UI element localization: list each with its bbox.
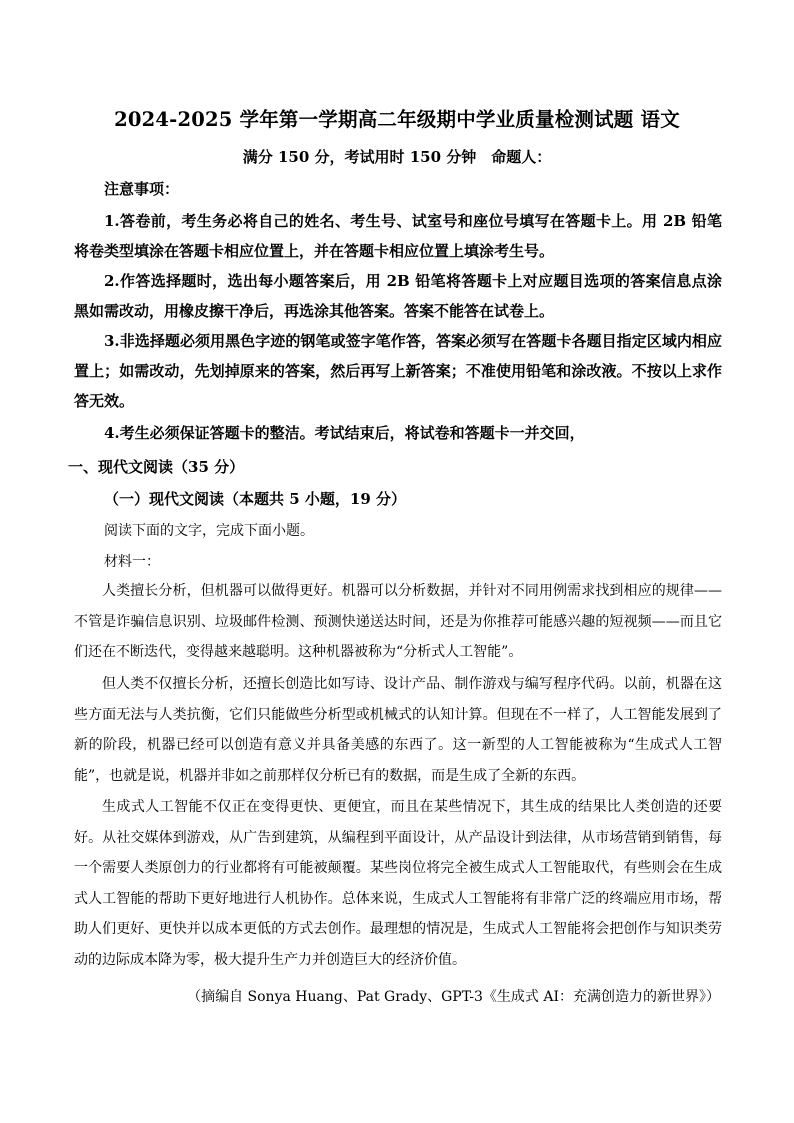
notice-heading: 注意事项：: [104, 180, 180, 198]
page-title: 2024-2025 学年第一学期高二年级期中学业质量检测试题 语文: [114, 108, 680, 131]
reading-instruction: 阅读下面的文字，完成下面小题。: [104, 523, 314, 539]
notice-item: 2.作答选择题时，选出每小题答案后，用 2B 铅笔将答题卡上对应题目选项的答案信息点涂黑如需改动，用橡皮擦干净后，再选涂其他答案。答案不能答在试卷上。: [74, 272, 722, 320]
subsection-heading: （一）现代文阅读（本题共 5 小题，19 分）: [104, 490, 406, 508]
material-paragraph: 人类擅长分析，但机器可以做得更好。机器可以分析数据，并针对不同用例需求找到相应的规律——不管是诈骗信息识别、垃圾邮件检测、预测快递送达时间，还是为你推荐可能感兴趣的短视频——而且它们还在不断迭代，变得越来越聪明。这种机器被称为“分析式人工智能”。: [74, 583, 722, 660]
notice-item: 1.答卷前，考生务必将自己的姓名、考生号、试室号和座位号填写在答题卡上。用 2B 铅笔将卷类型填涂在答题卡相应位置上，并在答题卡相应位置上填涂考生号。: [74, 212, 722, 260]
material-paragraph: 但人类不仅擅长分析，还擅长创造比如写诗、设计产品、制作游戏与编写程序代码。以前，机器在这些方面无法与人类抗衡，它们只能做些分析型或机械式的认知计算。但现在不一样了，人工智能发展到了新的阶段，机器已经可以创造有意义并具备美感的东西了。这一新型的人工智能被称为“生成式人工智能”，也就是说，机器并非如之前那样仅分析已有的数据，而是生成了全新的东西。: [74, 676, 722, 784]
section-heading: 一、现代文阅读（35 分）: [68, 458, 245, 476]
source-citation: （摘编自 Sonya Huang、Pat Grady、GPT-3《生成式 AI：充满创造力的新世界》）: [187, 989, 720, 1005]
notice-item: 4.考生必须保证答题卡的整洁。考试结束后，将试卷和答题卡一并交回，: [104, 424, 585, 442]
notice-item: 3.非选择题必须用黑色字迹的钢笔或签字笔作答，答案必须写在答题卡各题目指定区域内相应置上；如需改动，先划掉原来的答案，然后再写上新答案；不准使用铅笔和涂改液。不按以上求作答无效。: [74, 332, 722, 410]
material-label: 材料一：: [104, 554, 160, 570]
exam-info: 满分 150 分，考试用时 150 分钟 命题人：: [242, 148, 552, 166]
material-paragraph: 生成式人工智能不仅正在变得更快、更便宜，而且在某些情况下，其生成的结果比人类创造的还要好。从社交媒体到游戏，从广告到建筑，从编程到平面设计，从产品设计到法律，从市场营销到销售，每一个需要人类原创力的行业都将有可能被颠覆。某些岗位将完全被生成式人工智能取代，有些则会在生成式人工智能的帮助下更好地进行人机协作。总体来说，生成式人工智能将有非常广泛的终端应用市场，帮助人们更好、更快并以成本更低的方式去创作。最理想的情况是，生成式人工智能将会把创作与知识类劳动的边际成本降为零，极大提升生产力并创造巨大的经济价值。: [74, 799, 722, 968]
